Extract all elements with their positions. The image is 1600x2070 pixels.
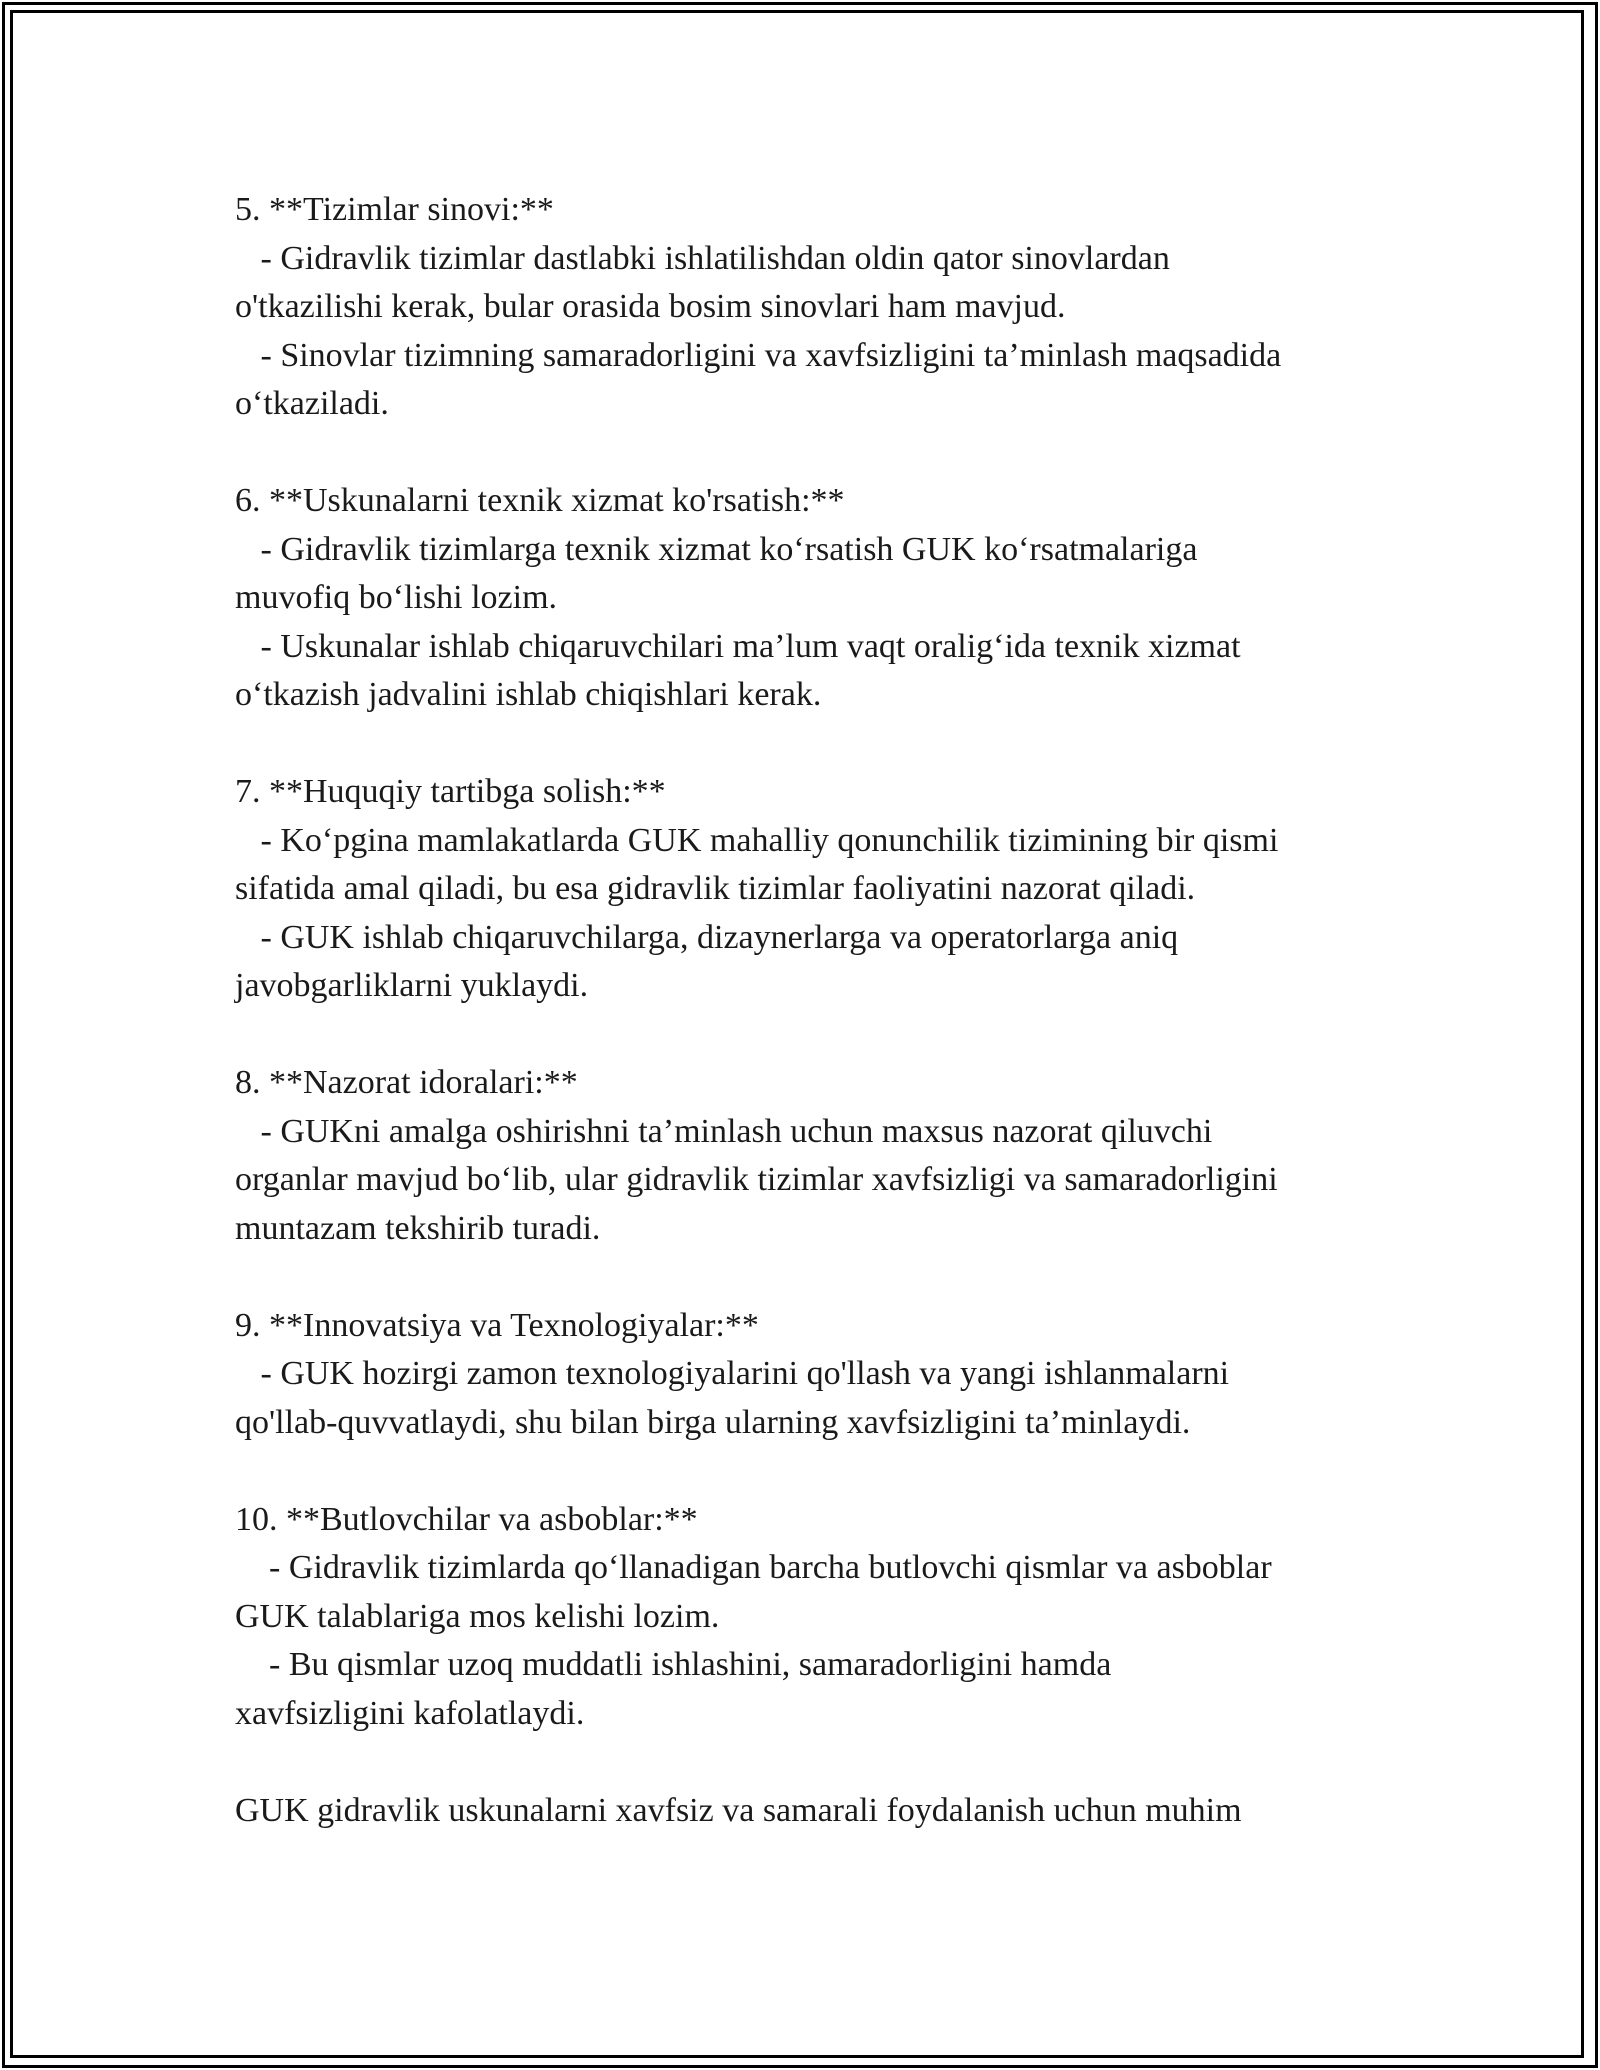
section-line: - Ko‘pgina mamlakatlarda GUK mahalliy qonunchilik tizimining bir qismi (235, 821, 1279, 859)
section-line: - GUKni amalga oshirishni ta’minlash uchun maxsus nazorat qiluvchi (235, 1112, 1213, 1150)
section-line: o‘tkazish jadvalini ishlab chiqishlari kerak. (235, 676, 822, 713)
section-line: o'tkazilishi kerak, bular orasida bosim sinovlari ham mavjud. (235, 288, 1066, 325)
section-line: muvofiq bo‘lishi lozim. (235, 579, 558, 616)
section-line: sifatida amal qiladi, bu esa gidravlik tizimlar faoliyatini nazorat qiladi. (235, 870, 1196, 907)
section-line: - GUK ishlab chiqaruvchilarga, dizaynerlarga va operatorlarga aniq (235, 918, 1179, 956)
section-line: - Gidravlik tizimlarga texnik xizmat ko‘rsatish GUK ko‘rsatmalariga (235, 530, 1198, 568)
section-innovatsiya (235, 1302, 1375, 1448)
section-line: - Gidravlik tizimlar dastlabki ishlatilishdan oldin qator sinovlardan (235, 239, 1170, 277)
section-line: xavfsizligini kafolatlaydi. (235, 1694, 585, 1732)
section-line: qo'llab-quvvatlaydi, shu bilan birga ularning xavfsizligini ta’minlaydi. (235, 1403, 1191, 1441)
section-heading: 6. **Uskunalarni texnik xizmat ko'rsatish:** (235, 482, 845, 519)
section-line: - Gidravlik tizimlarda qo‘llanadigan barcha butlovchi qismlar va asboblar (235, 1549, 1272, 1586)
section-line: organlar mavjud bo‘lib, ular gidravlik tizimlar xavfsizligi va samaradorligini (235, 1161, 1278, 1198)
section-heading: 10. **Butlovchilar va asboblar:** (235, 1500, 698, 1538)
section-butlovchilar (235, 1496, 1375, 1739)
section-heading: 8. **Nazorat idoralari:** (235, 1064, 578, 1101)
section-line: - Uskunalar ishlab chiqaruvchilari ma’lum vaqt oralig‘ida texnik xizmat (235, 627, 1241, 665)
section-line: GUK talablariga mos kelishi lozim. (235, 1597, 720, 1635)
section-line: - GUK hozirgi zamon texnologiyalarini qo'llash va yangi ishlanmalarni (235, 1355, 1230, 1392)
section-huquqiy-tartibga-solish (235, 768, 1375, 1011)
section-heading: 9. **Innovatsiya va Texnologiyalar:** (235, 1306, 759, 1344)
document-body (235, 186, 1375, 1835)
section-heading: 5. **Tizimlar sinovi:** (235, 191, 554, 228)
section-line: o‘tkaziladi. (235, 385, 389, 422)
section-tizimlar-sinovi (235, 186, 1375, 429)
section-line: - Sinovlar tizimning samaradorligini va xavfsizligini ta’minlash maqsadida (235, 336, 1282, 374)
section-line: - Bu qismlar uzoq muddatli ishlashini, samaradorligini hamda (235, 1646, 1112, 1683)
section-line: muntazam tekshirib turadi. (235, 1209, 601, 1247)
section-heading: 7. **Huquqiy tartibga solish:** (235, 773, 666, 810)
section-texnik-xizmat (235, 477, 1375, 720)
section-line: javobgarliklarni yuklaydi. (235, 967, 589, 1004)
closing-line: GUK gidravlik uskunalarni xavfsiz va samarali foydalanish uchun muhim (235, 1791, 1242, 1829)
closing-paragraph (235, 1787, 1375, 1836)
section-nazorat-idoralari (235, 1059, 1375, 1253)
